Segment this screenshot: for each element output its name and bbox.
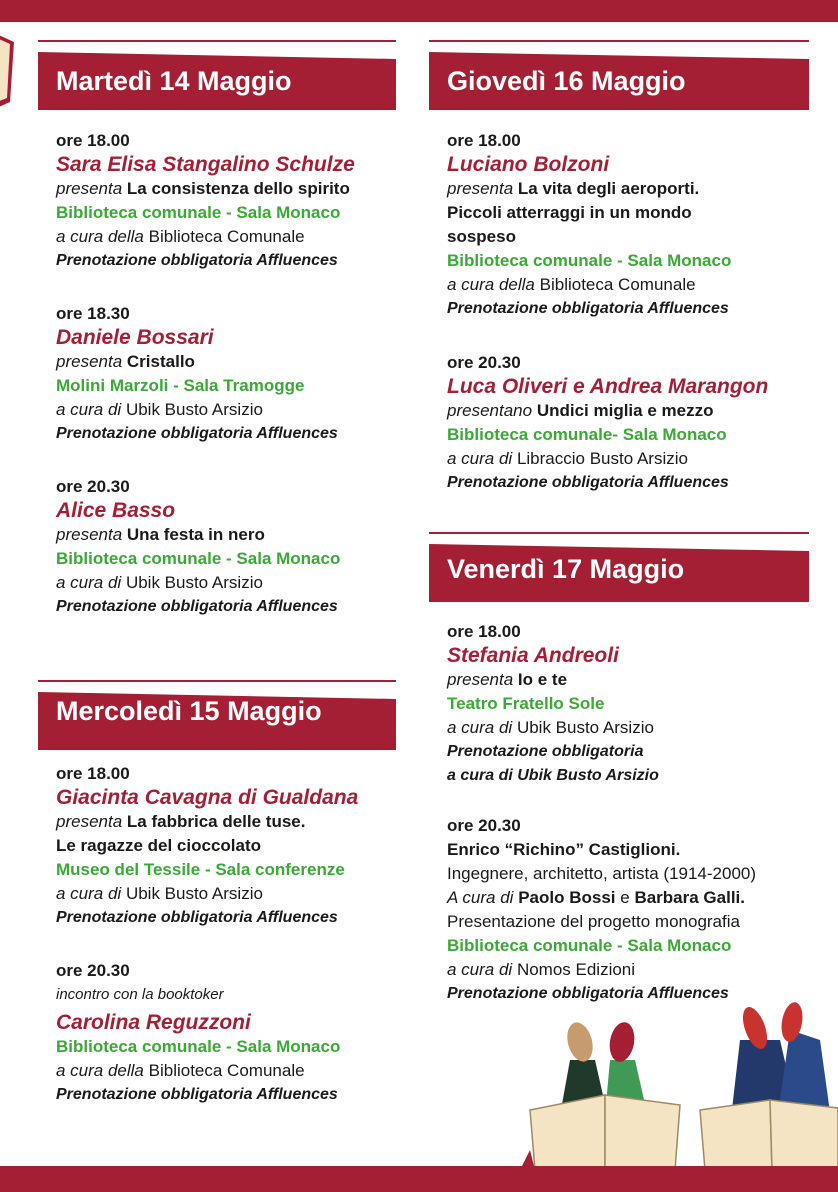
event-thu-2: ore 20.30 Luca Oliveri e Andrea Marangon presentano Undici miglia e mezzo Biblioteca comunale- Sala Monaco a cura di Libraccio Busto Arsizio Prenotazione obbligatoria Affluences	[447, 353, 769, 491]
day-title: Martedì 14 Maggio	[56, 66, 292, 96]
day-banner-thursday: Giovedì 16 Maggio	[429, 40, 809, 112]
bottom-band	[0, 1166, 838, 1192]
event-venue: Biblioteca comunale - Sala Monaco	[56, 203, 341, 222]
event-fri-1: ore 18.00 Stefania Andreoli presenta Io e te Teatro Fratello Sole a cura di Ubik Busto Arsizio Prenotazione obbligatoria a cura di Ubik Busto Arsizio	[447, 622, 659, 784]
event-tue-3: ore 20.30 Alice Basso presenta Una festa in nero Biblioteca comunale - Sala Monaco a cura di Ubik Busto Arsizio Prenotazione obbligatoria Affluences	[56, 477, 341, 615]
event-author: Sara Elisa Stangalino Schulze	[56, 153, 355, 176]
event-fri-2: ore 20.30 Enrico “Richino” Castiglioni. Ingegnere, architetto, artista (1914-2000) A cura di Paolo Bossi e Barbara Galli. Presentazione del progetto monografia Biblioteca comunale - Sala Monaco a cura di Nomos Edizioni Prenotazione obbligatoria Affluences	[447, 816, 757, 1002]
book-corner-illustration	[0, 22, 22, 112]
event-time: ore 18.00	[56, 131, 130, 150]
event-tue-2: ore 18.30 Daniele Bossari presenta Cristallo Molini Marzoli - Sala Tramogge a cura di Ubik Busto Arsizio Prenotazione obbligatoria Affluences	[56, 304, 338, 442]
day-banner-tuesday	[38, 40, 396, 112]
top-band-curve	[0, 22, 838, 30]
readers-illustration	[510, 1000, 838, 1170]
event-reservation: Prenotazione obbligatoria Affluences	[56, 252, 338, 269]
event-tue-1: ore 18.00 Sara Elisa Stangalino Schulze presenta La consistenza dello spirito Biblioteca comunale - Sala Monaco a cura della Biblioteca Comunale Prenotazione obbligatoria Affluences	[56, 129, 355, 273]
event-wed-2: ore 20.30 incontro con la booktoker Carolina Reguzzoni Biblioteca comunale - Sala Monaco a cura della Biblioteca Comunale Prenotazione obbligatoria Affluences	[56, 961, 341, 1103]
day-banner-wednesday: Mercoledì 15 Maggio	[38, 680, 396, 752]
event-wed-1: ore 18.00 Giacinta Cavagna di Gualdana presenta La fabbrica delle tuse. Le ragazze del cioccolato Museo del Tessile - Sala conferenze a cura di Ubik Busto Arsizio Prenotazione obbligatoria Affluences	[56, 764, 359, 926]
event-thu-1: ore 18.00 Luciano Bolzoni presenta La vita degli aeroporti. Piccoli atterraggi in un mondo sospeso Biblioteca comunale - Sala Monaco a cura della Biblioteca Comunale Prenotazione obbligatoria Affluences	[447, 131, 732, 317]
day-banner-friday: Venerdì 17 Maggio	[429, 532, 809, 604]
